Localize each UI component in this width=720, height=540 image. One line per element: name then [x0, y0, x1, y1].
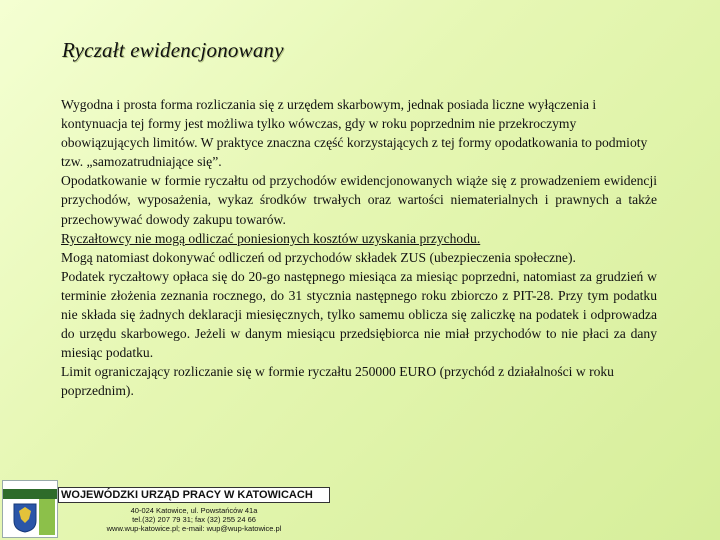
organization-address: 40-024 Katowice, ul. Powstańców 41a — [130, 506, 258, 515]
organization-phone: tel.(32) 207 79 31; fax (32) 255 24 66 — [132, 515, 256, 524]
footer — [0, 478, 330, 540]
paragraph-zus-deductions: Mogą natomiast dokonywać odliczeń od przychodów składek ZUS (ubezpieczenia społeczne). — [61, 249, 576, 265]
logo-side-stripe — [39, 499, 55, 535]
paragraph-obligations: Opodatkowanie w formie ryczałtu od przychodów ewidencjonowanych wiąże się z prowadzeniem ewidencji przychodów, wyposażenia, wykaz środków trwałych oraz wartości niematerialnych i prawnych a także przechowywać dowody zakupu towarów. — [61, 173, 657, 227]
paragraph-no-costs: Ryczałtowcy nie mogą odliczać poniesionych kosztów uzyskania przychodu. — [61, 230, 481, 246]
organization-name: WOJEWÓDZKI URZĄD PRACY W KATOWICACH — [58, 487, 330, 503]
page-title: Ryczałt ewidencjonowany — [62, 38, 284, 62]
wup-logo — [2, 480, 58, 538]
content-body — [61, 95, 657, 401]
coat-of-arms-icon — [13, 503, 37, 533]
paragraph-limit: Limit ograniczający rozliczanie się w formie ryczałtu 250000 EURO (przychód z działalności w roku poprzednim). — [61, 364, 614, 399]
paragraph-payment-terms: Podatek ryczałtowy opłaca się do 20-go następnego miesiąca za miesiąc poprzedni, natomiast za grudzień w terminie złożenia zeznania rocznego, do 31 stycznia następnego roku zbiorczo z PIT-28. Przy tym podatku nie składa się żadnych deklaracji miesięcznych, tylko samemu oblicza się zaliczkę na podatek i odprowadza do urzędu skarbowego. Jeżeli w danym miesiącu przedsiębiorca nie miał przychodów to nie płaci za dany miesiąc podatku. — [61, 268, 657, 361]
paragraph-intro: Wygodna i prosta forma rozliczania się z urzędem skarbowym, jednak posiada liczne wyłączenia i kontynuacja tej formy jest możliwa tylko wówczas, gdy w roku poprzednim nie przekroczymy obowiązujących limitów. W praktyce znaczna część korzystających z tej formy opodatkowania to podmioty tzw. „samozatrudniające się”. — [61, 97, 648, 170]
logo-banner — [3, 489, 57, 499]
organization-web: www.wup-katowice.pl; e-mail: wup@wup-katowice.pl — [106, 524, 282, 533]
